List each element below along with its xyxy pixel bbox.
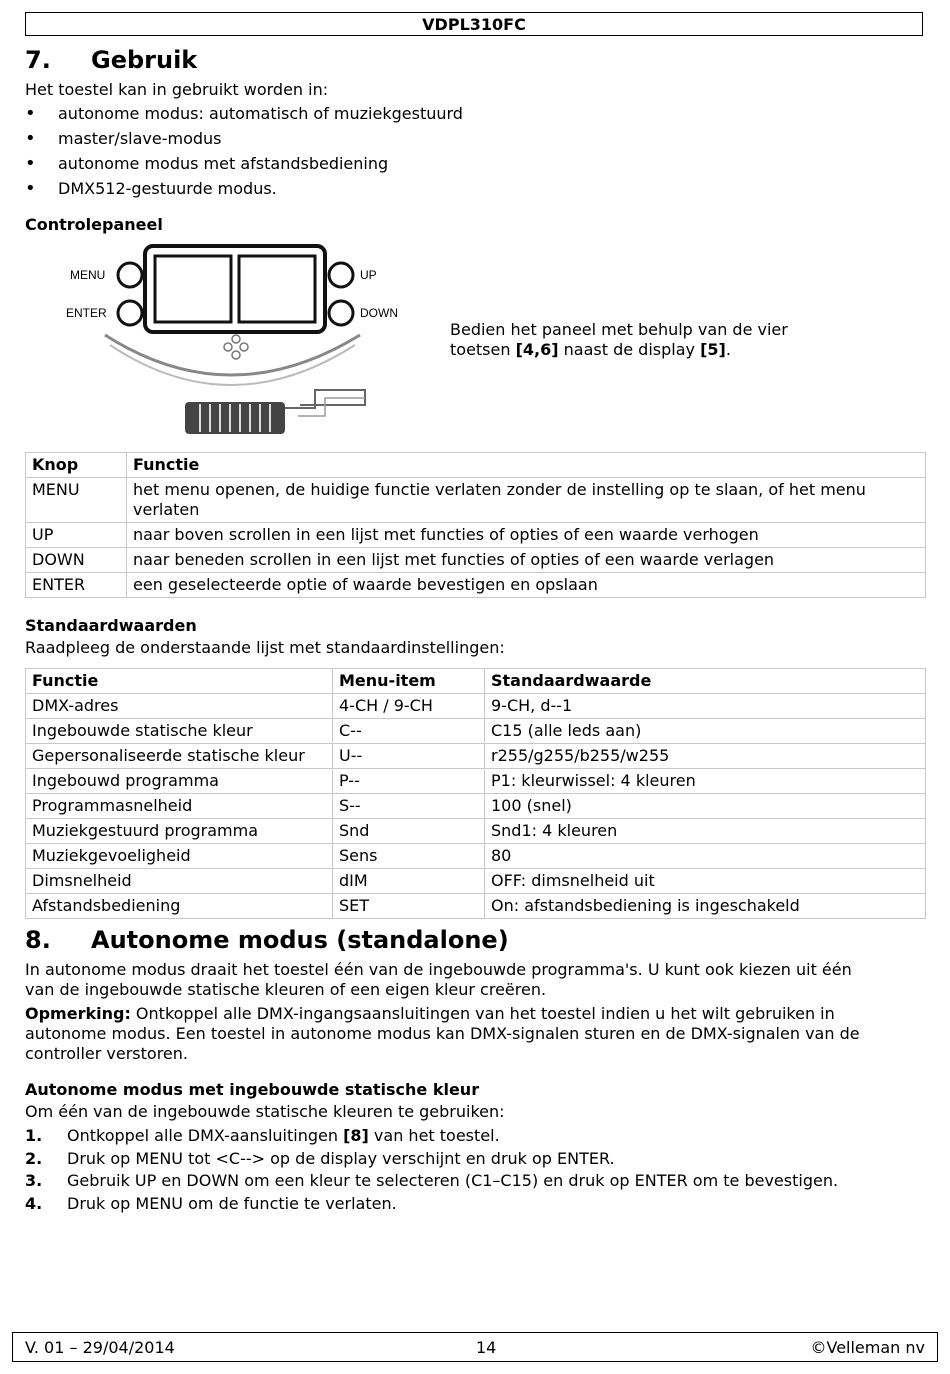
down-label: DOWN	[360, 306, 398, 320]
table-cell: Programmasnelheid	[26, 794, 333, 819]
table-cell: C--	[333, 719, 485, 744]
table-cell: naar boven scrollen in een lijst met functies of opties of een waarde verhogen	[127, 523, 926, 548]
table-row	[26, 478, 926, 523]
section-title-text: Autonome modus (standalone)	[91, 926, 509, 954]
bullet-dot: •	[25, 128, 36, 149]
display-digit-right	[239, 256, 315, 322]
display-outline	[145, 246, 325, 332]
defaults-intro: Raadpleeg de onderstaande lijst met standaardinstellingen:	[25, 638, 505, 657]
table-header-row	[26, 669, 926, 694]
step-number: 4.	[25, 1194, 43, 1213]
enter-button-icon	[118, 301, 142, 325]
table-cell: U--	[333, 744, 485, 769]
menu-label: MENU	[70, 268, 106, 282]
model-name: VDPL310FC	[422, 15, 526, 34]
step-number: 3.	[25, 1171, 43, 1190]
table-cell: Snd	[333, 819, 485, 844]
table-header-cell: Knop	[26, 453, 127, 478]
version-date: V. 01 – 29/04/2014	[25, 1338, 175, 1357]
table-cell: Snd1: 4 kleuren	[485, 819, 926, 844]
table-row	[26, 769, 926, 794]
bullet-dot: •	[25, 178, 36, 199]
bullet-dot: •	[25, 153, 36, 174]
table-row	[26, 694, 926, 719]
subsection-heading: Autonome modus met ingebouwde statische kleur	[25, 1080, 480, 1099]
table-row	[26, 844, 926, 869]
enter-label: ENTER	[66, 306, 107, 320]
step-number: 2.	[25, 1149, 43, 1168]
defaults-heading: Standaardwaarden	[25, 616, 197, 635]
table-header-cell: Functie	[26, 669, 333, 694]
table-header-cell: Menu-item	[333, 669, 485, 694]
subsection-intro: Om één van de ingebouwde statische kleuren te gebruiken:	[25, 1102, 505, 1121]
table-row	[26, 573, 926, 598]
bullet-text: DMX512-gestuurde modus.	[58, 179, 277, 198]
table-row	[26, 794, 926, 819]
section-number: 7.	[25, 46, 51, 74]
page-number: 14	[476, 1338, 497, 1357]
table-cell: Muziekgevoeligheid	[26, 844, 333, 869]
table-cell: Muziekgestuurd programma	[26, 819, 333, 844]
step-item: 1. Ontkoppel alle DMX-aansluitingen [8] van het toestel.	[25, 1126, 500, 1145]
table-cell: Dimsnelheid	[26, 869, 333, 894]
document-header	[25, 12, 923, 36]
table-row	[26, 894, 926, 919]
step-item: 3. Gebruik UP en DOWN om een kleur te selecteren (C1–C15) en druk op ENTER om te bevestigen.	[25, 1171, 839, 1190]
section-number: 8.	[25, 926, 51, 954]
table-row	[26, 548, 926, 573]
table-cell: P1: kleurwissel: 4 kleuren	[485, 769, 926, 794]
table-cell: een geselecteerde optie of waarde bevestigen en opslaan	[127, 573, 926, 598]
table-cell: C15 (alle leds aan)	[485, 719, 926, 744]
table-cell: 9-CH, d--1	[485, 694, 926, 719]
keys-table	[25, 452, 926, 598]
table-cell: Ingebouwd programma	[26, 769, 333, 794]
table-cell: ENTER	[26, 573, 127, 598]
up-label: UP	[360, 268, 377, 282]
defaults-table	[25, 668, 926, 919]
ir-sensor-icon	[224, 335, 248, 359]
note-paragraph: Opmerking: Ontkoppel alle DMX-ingangsaansluitingen van het toestel indien u het wilt gebruiken in autonome modus. Een toestel in autonome modus kan DMX-signalen sturen en de DMX-signalen van de controller verstoren.	[25, 1004, 860, 1063]
bullet-dot: •	[25, 103, 36, 124]
table-cell: dIM	[333, 869, 485, 894]
table-row	[26, 523, 926, 548]
table-row	[26, 819, 926, 844]
table-cell: Gepersonaliseerde statische kleur	[26, 744, 333, 769]
copyright: ©Velleman nv	[810, 1338, 925, 1357]
menu-button-icon	[118, 263, 142, 287]
intro-text: Het toestel kan in gebruikt worden in:	[25, 80, 329, 99]
table-cell: DMX-adres	[26, 694, 333, 719]
table-cell: Ingebouwde statische kleur	[26, 719, 333, 744]
document-footer	[12, 1332, 938, 1362]
table-cell: MENU	[26, 478, 127, 523]
section-8-paragraph: In autonome modus draait het toestel één van de ingebouwde programma's. U kunt ook kiezen uit één van de ingebouwde statische kleuren of een eigen kleur creëren.	[25, 960, 852, 999]
control-panel-illustration	[60, 240, 398, 440]
up-button-icon	[329, 263, 353, 287]
step-item: 4. Druk op MENU om de functie te verlaten.	[25, 1194, 397, 1213]
table-cell: SET	[333, 894, 485, 919]
bullet-text: master/slave-modus	[58, 129, 222, 148]
table-row	[26, 719, 926, 744]
section-8-title	[25, 926, 509, 954]
down-button-icon	[329, 301, 353, 325]
step-item: 2. Druk op MENU tot <C--> op de display verschijnt en druk op ENTER.	[25, 1149, 615, 1168]
panel-heading: Controlepaneel	[25, 215, 163, 234]
section-7-title	[25, 46, 197, 74]
table-header-cell: Standaardwaarde	[485, 669, 926, 694]
display-digit-left	[155, 256, 231, 322]
table-cell: Afstandsbediening	[26, 894, 333, 919]
section-title-text: Gebruik	[91, 46, 198, 74]
table-cell: On: afstandsbediening is ingeschakeld	[485, 894, 926, 919]
table-header-row	[26, 453, 926, 478]
table-row	[26, 744, 926, 769]
table-header-cell: Functie	[127, 453, 926, 478]
table-cell: DOWN	[26, 548, 127, 573]
table-cell: 80	[485, 844, 926, 869]
table-cell: UP	[26, 523, 127, 548]
bullet-text: autonome modus met afstandsbediening	[58, 154, 389, 173]
step-number: 1.	[25, 1126, 43, 1145]
table-cell: het menu openen, de huidige functie verlaten zonder de instelling op te slaan, of het menu verlaten	[127, 478, 926, 523]
table-cell: OFF: dimsnelheid uit	[485, 869, 926, 894]
table-cell: naar beneden scrollen in een lijst met functies of opties of een waarde verlagen	[127, 548, 926, 573]
table-cell: P--	[333, 769, 485, 794]
note-label: Opmerking:	[25, 1004, 131, 1023]
table-cell: 100 (snel)	[485, 794, 926, 819]
bullet-text: autonome modus: automatisch of muziekgestuurd	[58, 104, 463, 123]
table-cell: S--	[333, 794, 485, 819]
table-row	[26, 869, 926, 894]
table-cell: Sens	[333, 844, 485, 869]
panel-description: Bedien het paneel met behulp van de vier toetsen [4,6] naast de display [5].	[450, 320, 788, 359]
table-cell: r255/g255/b255/w255	[485, 744, 926, 769]
table-cell: 4-CH / 9-CH	[333, 694, 485, 719]
